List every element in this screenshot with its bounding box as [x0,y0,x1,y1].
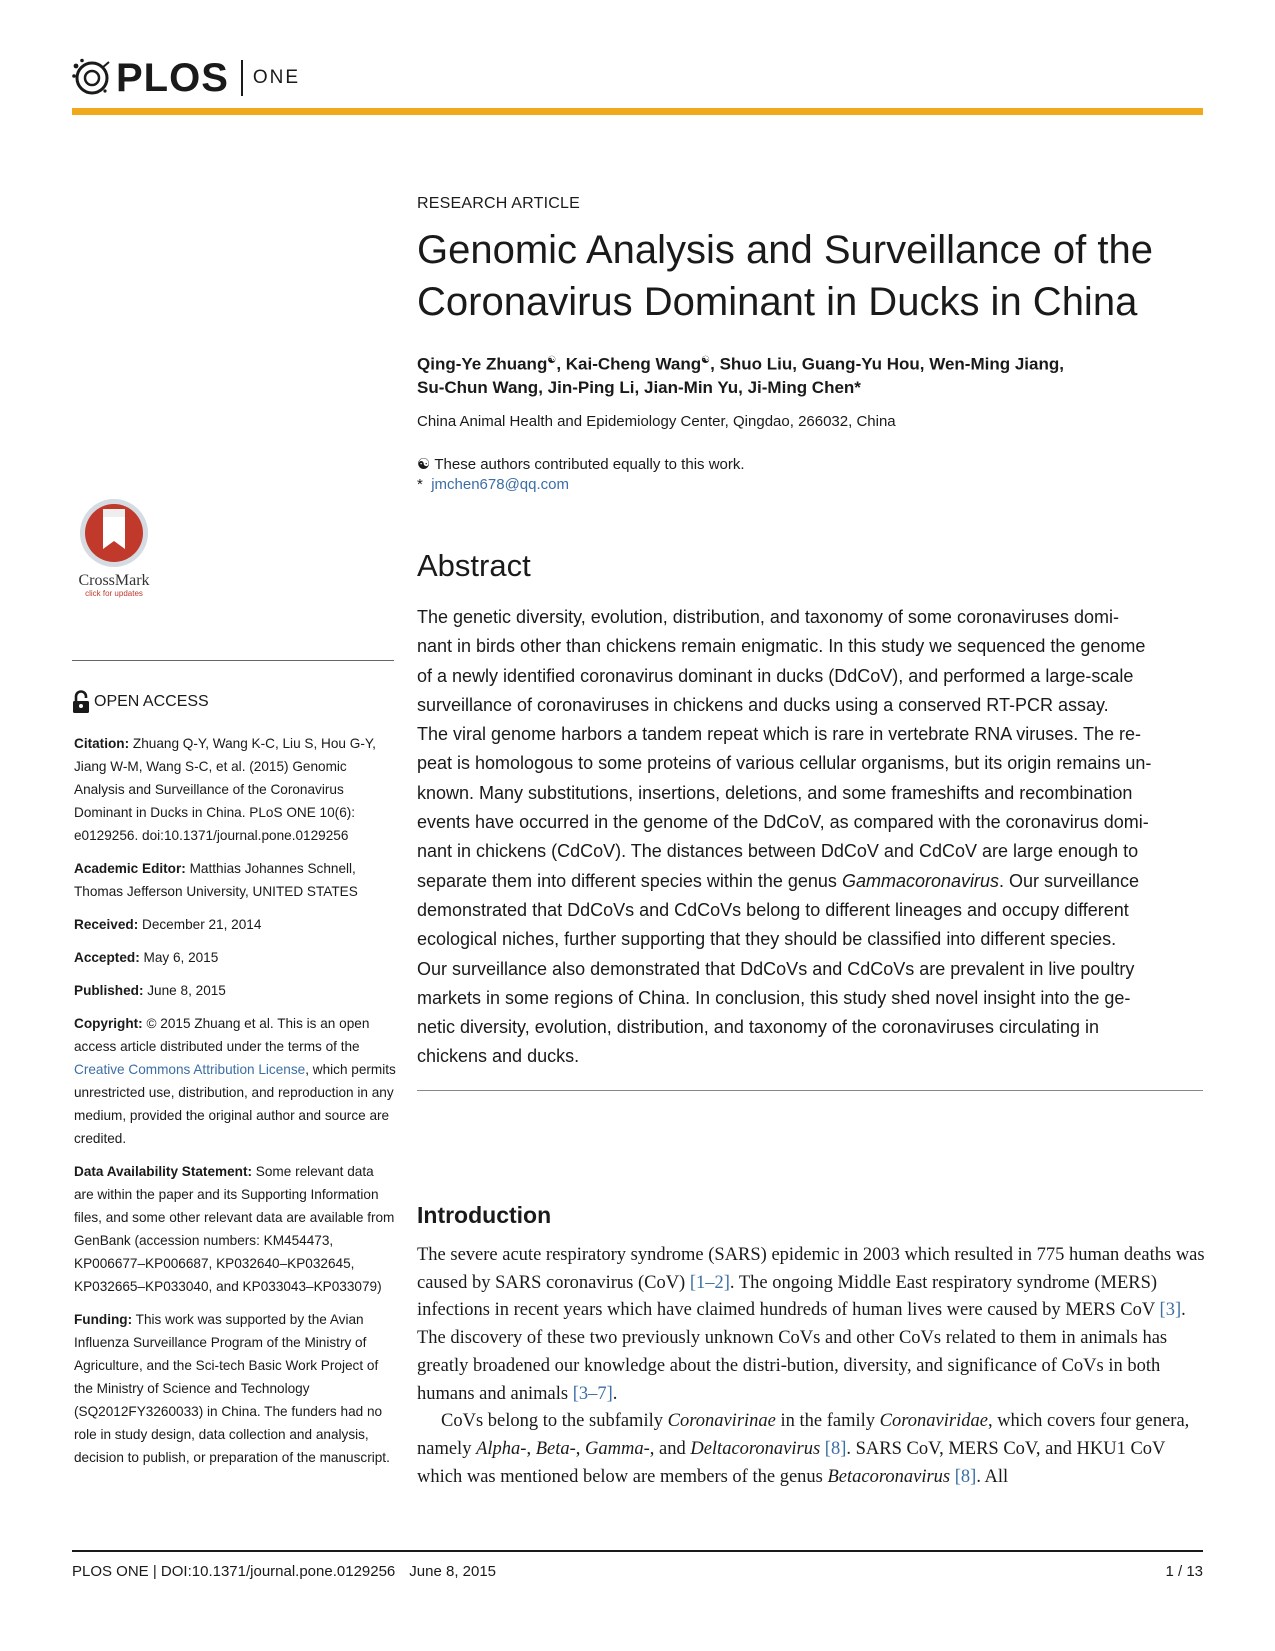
taxon-name: Alpha- [476,1438,527,1459]
corresponding-symbol: * [417,476,423,493]
taxon-name: Gamma- [585,1438,650,1459]
author: Guang-Yu Hou [801,354,920,374]
text-run: The severe acute respiratory syndrome (SARS) epidemic in 2003 which resulted in 775 human deaths was caused by SARS coronavirus (CoV) [417,1245,1205,1293]
equal-contrib-mark: ☯ [701,355,711,366]
abstract-line: peat is homologous to some proteins of various cellular organisms, but its origin remains un- [417,753,1152,774]
abstract-line: of a newly identified coronavirus dominant in ducks (DdCoV), and performed a large-scale [417,665,1134,686]
corresponding-author-note [417,476,569,493]
field-value: May 6, 2015 [139,950,219,965]
copyright-block [74,1012,396,1150]
field-value: Some relevant data are within the paper and its Supporting Information files, and some other relevant data are available from GenBank (accession numbers: KM454473, KP006677–KP006687, KP032640–KP032645, KP032665–KP033040, and KP033043–KP033079) [74,1164,395,1294]
crossmark-sub: click for updates [85,589,143,598]
academic-editor-block [74,857,396,903]
abstract-rule [417,1090,1203,1091]
text-run: CoVs belong to the subfamily [441,1411,668,1432]
reference-link[interactable]: [8] [824,1438,847,1459]
field-value: This work was supported by the Avian Influenza Surveillance Program of the Ministry of Agriculture, and the Sci-tech Basic Work Project of the Ministry of Science and Technology (SQ2012FY3260033) in China. The funders had no role in study design, data collection and analysis, decision to publish, or preparation of the manuscript. [74,1312,390,1465]
abstract-line: nant in chickens (CdCoV). The distances between DdCoV and CdCoV are large enough to [417,841,1139,862]
plos-logo [72,56,300,100]
author: Ji-Ming Chen* [747,377,861,397]
text-run: . [612,1383,618,1404]
text-run: . All [976,1466,1009,1487]
text-run: , and [649,1438,691,1459]
funding-block [74,1308,396,1469]
logo-sub: ONE [252,67,301,88]
data-availability-block [74,1160,396,1298]
footer-rule [72,1550,1203,1552]
introduction-text [417,1242,1205,1491]
abstract-line-tail: . Our surveillance [999,870,1140,891]
text-run: . The ongoing Middle East respiratory syndrome (MERS) infections in recent years which have claimed hundreds of human lives were caused by MERS CoV [417,1272,1160,1321]
equal-contribution-note [417,455,745,473]
author: Wen-Ming Jiang [929,354,1060,374]
plos-logo-icon [72,58,112,98]
field-label: Data Availability Statement: [74,1164,253,1179]
footer-journal-doi: PLOS ONE | DOI:10.1371/journal.pone.0129256 [72,1563,396,1580]
taxon-name: Coronavirinae [667,1411,776,1432]
field-value: , which permits unrestricted use, distribution, and reproduction in any medium, provided the original author and source are credited. [74,1062,396,1146]
text-run: , [575,1438,585,1459]
field-value: December 21, 2014 [138,917,262,932]
accepted-block [74,946,396,969]
field-value: Zhuang Q-Y, Wang K-C, Liu S, Hou G-Y, Jiang W-M, Wang S-C, et al. (2015) Genomic Analysis and Surveillance of the Coronavirus Dominant in Ducks in China. PLoS ONE 10(6): e0129256. doi:10.1371/journal.pone.0129256 [74,736,376,843]
taxon-name: Coronaviridae [879,1411,988,1432]
citation-block [74,732,396,847]
field-label: Published: [74,983,144,998]
field-value: © 2015 Zhuang et al. This is an open access article distributed under the terms of the [74,1016,370,1054]
field-label: Accepted: [74,950,140,965]
text-run: , which covers four genera, namely [417,1411,1190,1459]
text-run: , [526,1438,536,1459]
taxon-name: Beta- [535,1438,576,1459]
field-label: Received: [74,917,139,932]
reference-link[interactable]: [3] [1159,1300,1182,1321]
footer-date: June 8, 2015 [409,1563,497,1580]
abstract-line: netic diversity, evolution, distribution, and taxonomy of the coronaviruses circulating in [417,1017,1100,1038]
field-label: Citation: [74,736,130,751]
abstract-line: known. Many substitutions, insertions, deletions, and some frameshifts and recombination [417,782,1133,803]
crossmark-badge[interactable] [73,497,155,598]
affiliation: China Animal Health and Epidemiology Center, Qingdao, 266032, China [417,413,896,430]
intro-paragraph-1 [417,1242,1205,1408]
author: Jin-Ping Li [547,377,635,397]
text-run: . The discovery of these two previously unknown CoVs and other CoVs related to them in animals has greatly broadened our knowledge about the distri-bution, diversity, and significance of CoVs in both humans and animals [417,1300,1186,1404]
reference-link[interactable]: [3–7] [572,1383,613,1404]
field-label: Funding: [74,1312,133,1327]
logo-divider [241,60,243,96]
author: Qing-Ye Zhuang [417,354,548,374]
equal-contrib-mark: ☯ [547,355,557,366]
reference-link[interactable]: [1–2] [689,1272,730,1293]
abstract-line-text: separate them into different species within the genus [417,870,842,891]
abstract-line: surveillance of coronaviruses in chickens and ducks using a conserved RT-PCR assay. [417,694,1109,715]
field-value: Matthias Johannes Schnell, Thomas Jefferson University, UNITED STATES [74,861,358,899]
logo-text: PLOS [116,56,229,100]
author-list: Qing-Ye Zhuang☯, Kai-Cheng Wang☯, Shuo Liu, Guang-Yu Hou, Wen-Ming Jiang, Su-Chun Wang, Jin-Ping Li, Jian-Min Yu, Ji-Ming Chen* [417,354,1064,397]
field-label: Copyright: [74,1016,143,1031]
author: Kai-Cheng Wang [565,354,702,374]
abstract-line: events have occurred in the genome of the DdCoV, as compared with the coronavirus domi- [417,812,1149,833]
abstract-line: demonstrated that DdCoVs and CdCoVs belong to different lineages and occupy different [417,899,1129,920]
article-title: Genomic Analysis and Surveillance of the Coronavirus Dominant in Ducks in China [417,228,1153,324]
author: Shuo Liu [719,354,793,374]
taxon-name: Deltacoronavirus [690,1438,821,1459]
author: Su-Chun Wang [417,377,539,397]
abstract-line: chickens and ducks. [417,1046,580,1067]
open-lock-icon [72,690,90,714]
published-block [74,979,396,1002]
license-link[interactable]: Creative Commons Attribution License [74,1062,306,1077]
equal-note-text: These authors contributed equally to this work. [434,456,745,473]
field-value: June 8, 2015 [143,983,226,998]
abstract-text [417,603,1205,1072]
crossmark-icon [76,497,152,569]
abstract-line: markets in some regions of China. In conclusion, this study shed novel insight into the ge- [417,987,1131,1008]
abstract-line: nant in birds other than chickens remain enigmatic. In this study we sequenced the genome [417,636,1146,657]
equal-note-symbol: ☯ [417,456,431,473]
abstract-line: Our surveillance also demonstrated that DdCoVs and CdCoVs are prevalent in live poultry [417,958,1135,979]
intro-paragraph-2 [417,1408,1205,1491]
abstract-line: ecological niches, further supporting that they should be classified into different species. [417,929,1117,950]
taxon-name: Betacoronavirus [827,1466,951,1487]
open-access-label: OPEN ACCESS [94,693,209,710]
received-block [74,913,396,936]
introduction-heading: Introduction [417,1202,552,1228]
reference-link[interactable]: [8] [954,1466,977,1487]
genus-name: Gammacoronavirus [841,870,999,891]
sidebar-rule [72,660,394,661]
author: Jian-Min Yu [643,377,739,397]
header-rule [72,108,1203,115]
abstract-line: The genetic diversity, evolution, distribution, and taxonomy of some coronaviruses domi- [417,607,1120,627]
abstract-heading: Abstract [417,548,531,583]
text-run: in the family [775,1411,880,1432]
field-label: Academic Editor: [74,861,186,876]
footer-citation [72,1563,496,1580]
abstract-line: The viral genome harbors a tandem repeat which is rare in vertebrate RNA viruses. The re- [417,724,1141,745]
article-type: RESEARCH ARTICLE [417,195,580,212]
open-access-badge [72,690,209,714]
page-number: 1 / 13 [1165,1563,1203,1580]
abstract-line [417,867,1205,896]
article-info-sidebar [74,732,396,1479]
crossmark-label: CrossMark [78,572,150,589]
text-run: . SARS CoV, MERS CoV, and HKU1 CoV which was mentioned below are members of the genus [417,1438,1166,1487]
email-link[interactable]: jmchen678@qq.com [431,476,569,493]
